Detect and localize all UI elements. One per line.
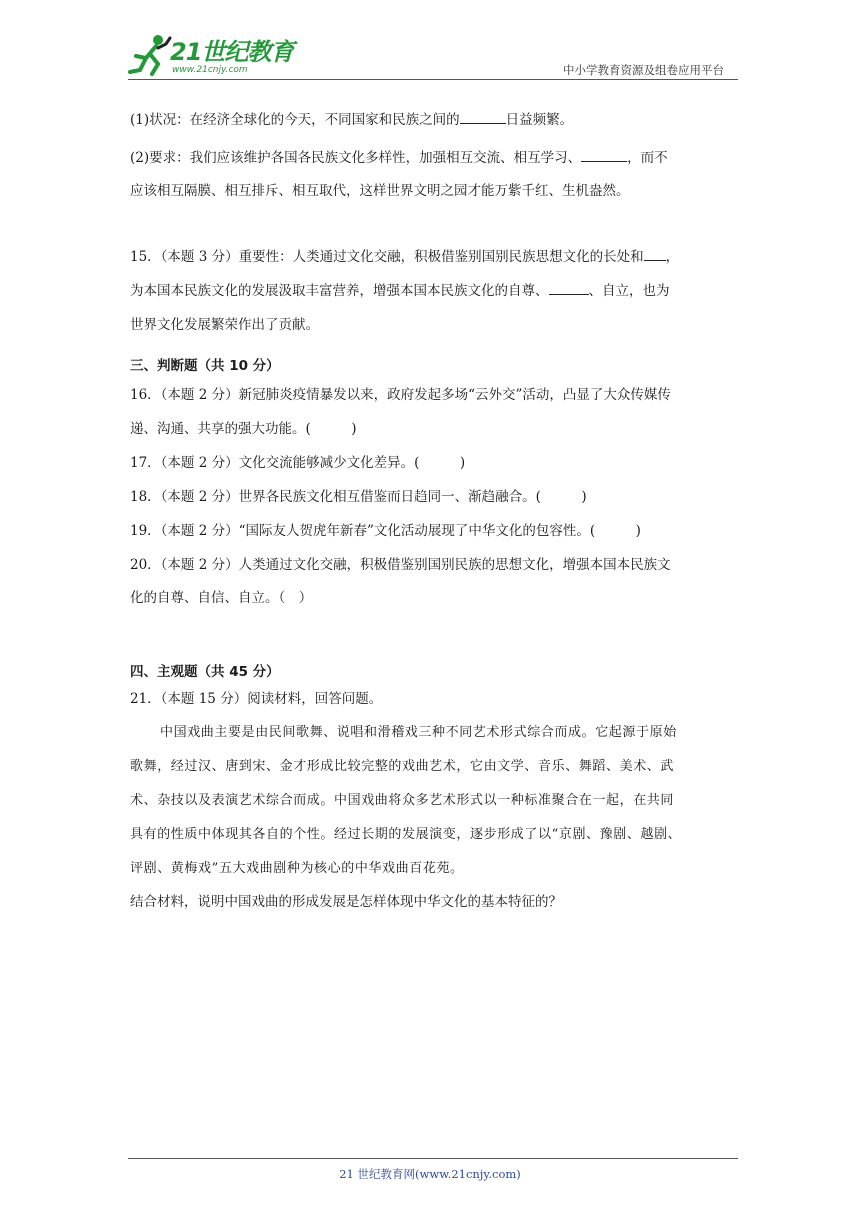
- q17-line: 17．（本题 2 分）文化交流能够减少文化差异。( ): [130, 455, 466, 471]
- logo-url: www.21cnjy.com: [172, 65, 248, 75]
- q16-line-2: 递、沟通、共享的强大功能。( ): [130, 421, 357, 437]
- q21-material-line-1: 中国戏曲主要是由民间歌舞、说唱和滑稽戏三种不同艺术形式综合而成。它起源于原始: [160, 725, 677, 740]
- footer-text: 21 世纪教育网(www.21cnjy.com): [339, 1167, 521, 1181]
- q21-material-line-3: 术、杂技以及表演艺术综合而成。中国戏曲将众多艺术形式以一种标准聚合在一起，在共同: [130, 793, 675, 808]
- answer-blank[interactable]: [644, 248, 666, 261]
- header-divider: [128, 79, 738, 80]
- runner-logo-icon: [128, 32, 172, 78]
- answer-blank[interactable]: [581, 149, 627, 162]
- answer-blank[interactable]: [549, 282, 589, 295]
- q-requirement-line: (2)要求：我们应该维护各国各民族文化多样性，加强相互交流、相互学习、 ，而不: [130, 150, 668, 166]
- q20-line-1: 20．（本题 2 分）人类通过文化交融，积极借鉴别国别民族的思想文化，增强本国本民族文: [130, 557, 671, 573]
- q-requirement-line-2: 应该相互隔膜、相互排斥、相互取代，这样世界文明之园才能万紫千红、生机盎然。: [130, 183, 630, 199]
- q19-line: 19．（本题 2 分）“国际友人贺虎年新春”文化活动展现了中华文化的包容性。( ): [130, 523, 641, 539]
- q15-line-3: 世界文化发展繁荣作出了贡献。: [130, 317, 319, 333]
- q21-question: 结合材料，说明中国戏曲的形成发展是怎样体现中华文化的基本特征的？: [130, 894, 562, 910]
- q21-material-line-2: 歌舞，经过汉、唐到宋、金才形成比较完整的戏曲艺术，它由文学、音乐、舞蹈、美术、武: [130, 759, 675, 774]
- section-4-title: 四、主观题（共 45 分）: [130, 664, 280, 680]
- q15-line-1: 15．（本题 3 分）重要性：人类通过文化交融，积极借鉴别国别民族思想文化的长处和 ，: [130, 249, 680, 265]
- q16-line-1: 16．（本题 2 分）新冠肺炎疫情暴发以来，政府发起多场“云外交”活动，凸显了大众传媒传: [130, 387, 671, 403]
- header-platform-text: 中小学教育资源及组卷应用平台: [563, 63, 724, 77]
- site-logo: [128, 32, 298, 78]
- q18-line: 18．（本题 2 分）世界各民族文化相互借鉴而日趋同一、渐趋融合。( ): [130, 489, 587, 505]
- q20-line-2: 化的自尊、自信、自立。（ ）: [130, 590, 313, 606]
- page-header: [128, 30, 738, 80]
- logo-text: 21世纪教育: [170, 38, 294, 66]
- q15-line-2: 为本国本民族文化的发展汲取丰富营养，增强本国本民族文化的自尊、 、自立，也为: [130, 283, 670, 299]
- section-3-title: 三、判断题（共 10 分）: [130, 358, 280, 374]
- q21-material-line-5: 评剧、黄梅戏”五大戏曲剧种为核心的中华戏曲百花苑。: [130, 861, 464, 876]
- footer-divider: [128, 1158, 738, 1159]
- q21-material-line-4: 具有的性质中体现其各自的个性。经过长期的发展演变，逐步形成了以“京剧、豫剧、越剧、: [130, 827, 682, 842]
- answer-blank[interactable]: [460, 111, 506, 124]
- q21-line: 21．（本题 15 分）阅读材料，回答问题。: [130, 691, 383, 707]
- q-status-line: (1)状况：在经济全球化的今天，不同国家和民族之间的 日益频繁。: [130, 112, 574, 128]
